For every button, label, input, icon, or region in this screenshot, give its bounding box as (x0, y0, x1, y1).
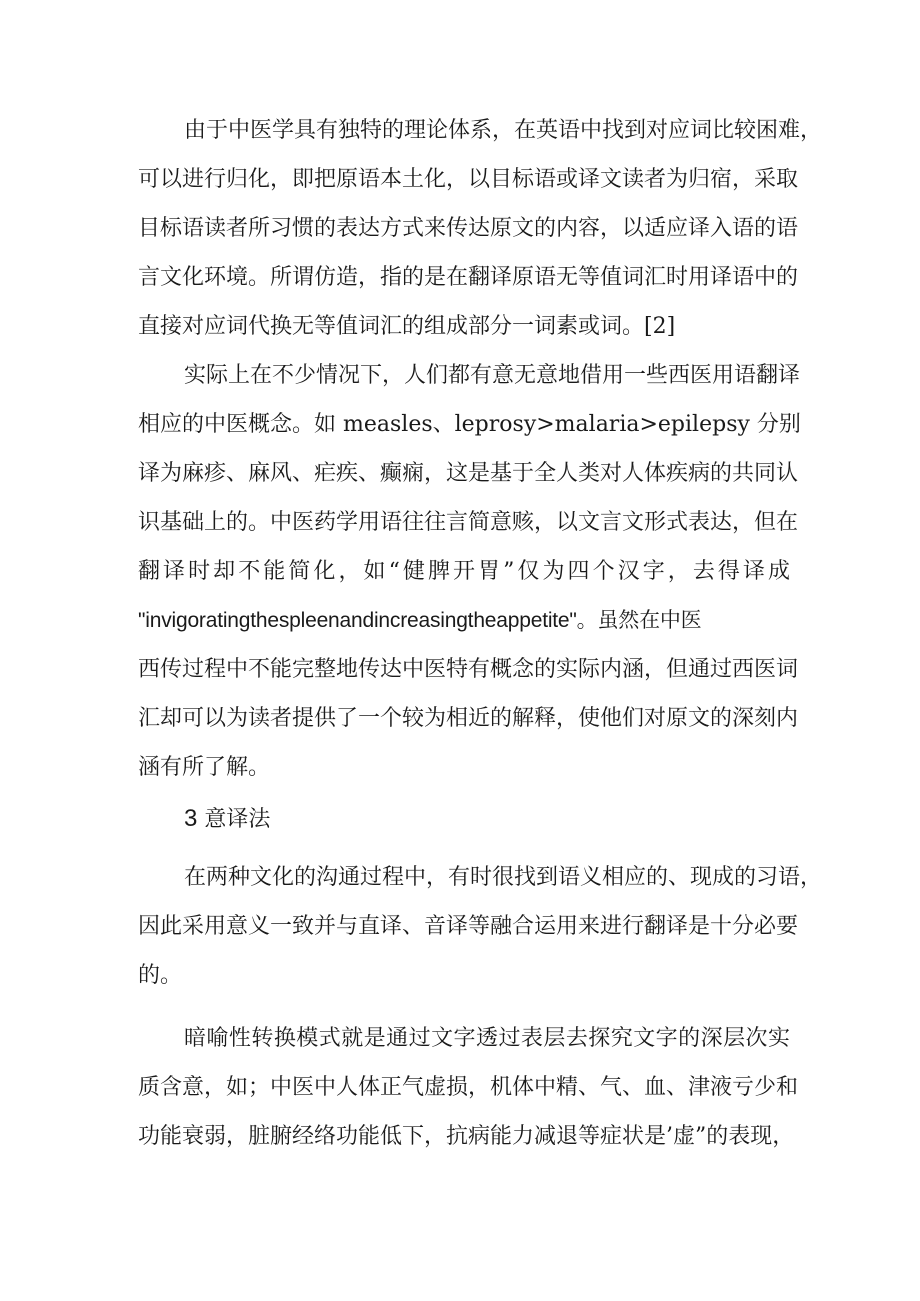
section-heading (184, 804, 270, 834)
paragraph-1-line-2: 可以进行归化，即把原语本土化，以目标语或译文读者为归宿，采取 (138, 167, 799, 192)
paragraph-4-line-3: 功能衰弱，脏腑经络功能低下，抗病能力减退等症状是’虚”的表现， (138, 1124, 795, 1149)
paragraph-1-line-5: 直接对应词代换无等值词汇的组成部分一词素或词。[2] (138, 314, 676, 339)
paragraph-4-line-1: 暗喻性转换模式就是通过文字透过表层去探究文字的深层次实 (184, 1026, 790, 1051)
paragraph-1-line-3: 目标语读者所习惯的表达方式来传达原文的内容，以适应译入语的语 (138, 216, 799, 241)
paragraph-2-line-9: 涵有所了解。 (138, 755, 271, 780)
paragraph-2-line-1: 实际上在不少情况下，人们都有意无意地借用一些西医用语翻译 (184, 363, 801, 388)
paragraph-1-line-4: 言文化环境。所谓仿造，指的是在翻译原语无等值词汇时用译语中的 (138, 265, 799, 290)
paragraph-2-line-8: 汇却可以为读者提供了一个较为相近的解释，使他们对原文的深刻内 (138, 706, 799, 731)
section-heading-text: 意译法 (204, 807, 271, 832)
paragraph-2-line-6: "invigoratingthespleenandincreasingtheappetite"。虽然在中医 (138, 609, 702, 632)
paragraph-1-line-1: 由于中医学具有独特的理论体系，在英语中找到对应词比较困难， (184, 118, 823, 143)
paragraph-3-line-2: 因此采用意义一致并与直译、音译等融合运用来进行翻译是十分必要 (138, 914, 799, 939)
paragraph-2-line-2: 相应的中医概念。如 measles、leprosy>malaria>epilepsy 分别 (138, 412, 801, 437)
paragraph-2-line-5: 翻译时却不能简化，如“健脾开胃”仅为四个汉字，去得译成 (138, 559, 790, 584)
paragraph-3-line-3: 的。 (138, 963, 183, 988)
paragraph-2-line-7: 西传过程中不能完整地传达中医特有概念的实际内涵，但通过西医词 (138, 657, 799, 682)
paragraph-4-line-2: 质含意，如；中医中人体正气虚损，机体中精、气、血、津液亏少和 (138, 1075, 799, 1100)
paragraph-3-line-1: 在两种文化的沟通过程中，有时很找到语义相应的、现成的习语， (184, 865, 823, 890)
paragraph-2-line-3: 译为麻疹、麻风、疟疾、癫痫，这是基于全人类对人体疾病的共同认 (138, 461, 799, 486)
paragraph-2-line-4: 识基础上的。中医药学用语往往言简意赅，以文言文形式表达，但在 (138, 510, 799, 535)
section-heading-number: 3 (184, 805, 198, 832)
